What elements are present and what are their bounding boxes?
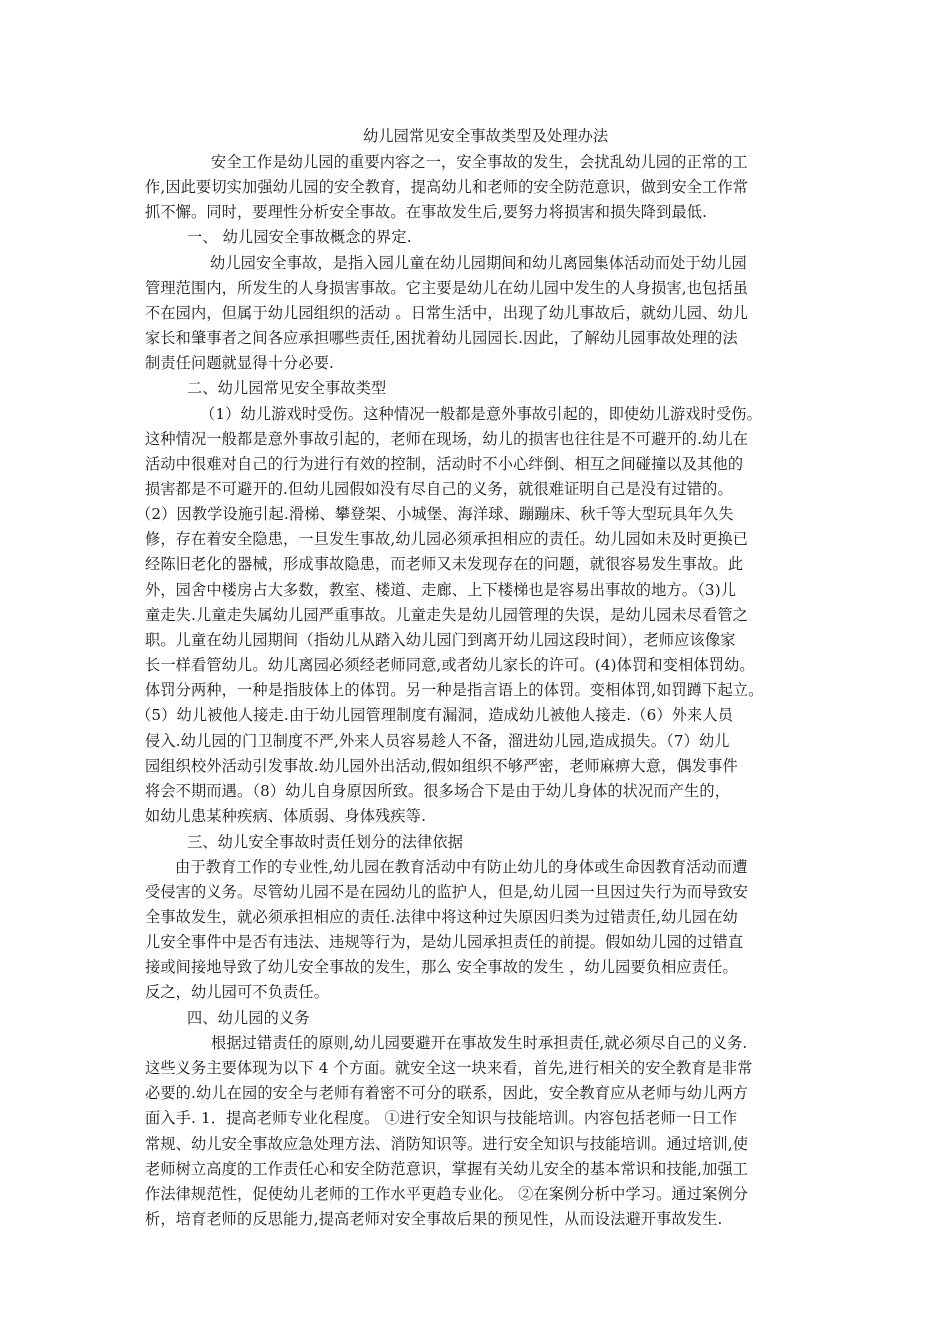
paragraph-line: （5）幼儿被他人接走.由于幼儿园管理制度有漏洞，造成幼儿被他人接走.（6）外来人员: [136, 706, 734, 724]
paragraph-line: 经陈旧老化的器械，形成事故隐患，而老师又未发现存在的问题，就很容易发生事故。此: [145, 555, 744, 573]
paragraph-line: 将会不期而遇。（8）幼儿自身原因所致。很多场合下是由于幼儿身体的状况而产生的，: [145, 782, 731, 800]
paragraph-line: 老师树立高度的工作责任心和安全防范意识，掌握有关幼儿安全的基本常识和技能,加强工: [145, 1160, 749, 1178]
paragraph-line: 接或间接地导致了幼儿安全事故的发生，那么 安全事故的发生 ，幼儿园要负相应责任。: [145, 958, 738, 976]
paragraph-line: 常规、幼儿安全事故应急处理方法、消防知识等。进行安全知识与技能培训。通过培训,使: [145, 1135, 749, 1153]
paragraph-line: 根据过错责任的原则,幼儿园要避开在事故发生时承担责任,就必须尽自己的义务.: [211, 1034, 748, 1052]
paragraph-line: 受侵害的义务。尽管幼儿园不是在园幼儿的监护人，但是,幼儿园一旦因过失行为而导致安: [145, 883, 749, 901]
paragraph-line: 儿安全事件中是否有违法、违规等行为，是幼儿园承担责任的前提。假如幼儿园的过错直: [145, 933, 744, 951]
paragraph-line: 不在园内，但属于幼儿园组织的活动 。日常生活中，出现了幼儿事故后，就幼儿园、幼儿: [145, 304, 749, 322]
paragraph-line: 幼儿园安全事故，是指入园儿童在幼儿园期间和幼儿离园集体活动而处于幼儿园: [210, 254, 747, 272]
paragraph-line: 管理范围内，所发生的人身损害事故。它主要是幼儿在幼儿园中发生的人身损害,也包括虽: [145, 279, 749, 297]
paragraph-line: 必要的.幼儿在园的安全与老师有着密不可分的联系，因此，安全教育应从老师与幼儿两方: [145, 1084, 749, 1102]
section-heading: 三、幼儿安全事故时责任划分的法律依据: [187, 833, 464, 851]
section-heading: 二、幼儿园常见安全事故类型: [187, 379, 387, 397]
paragraph-line: 抓不懈。同时，要理性分析安全事故。在事故发生后,要努力将损害和损失降到最低.: [145, 203, 708, 221]
paragraph-line: 园组织校外活动引发事故.幼儿园外出活动,假如组织不够严密，老师麻痹大意，偶发事件: [145, 757, 738, 775]
paragraph-line: 如幼儿患某种疾病、体质弱、身体残疾等.: [145, 807, 427, 825]
paragraph-line: 作法律规范性，促使幼儿老师的工作水平更趋专业化。 ②在案例分析中学习。通过案例分: [145, 1185, 749, 1203]
paragraph-line: 面入手. 1．提高老师专业化程度。 ①进行安全知识与技能培训。内容包括老师一日工作: [145, 1109, 738, 1127]
paragraph-line: 反之，幼儿园可不负责任。: [145, 983, 330, 1001]
paragraph-line: 析，培育老师的反思能力,提高老师对安全事故后果的预见性，从而设法避开事故发生.: [145, 1210, 723, 1228]
paragraph-line: 作,因此要切实加强幼儿园的安全教育，提高幼儿和老师的安全防范意识，做到安全工作常: [145, 178, 749, 196]
paragraph-line: 由于教育工作的专业性,幼儿园在教育活动中有防止幼儿的身体或生命因教育活动而遭: [175, 858, 748, 876]
paragraph-line: （1）幼儿游戏时受伤。这种情况一般都是意外事故引起的，即使幼儿游戏时受伤。: [200, 405, 762, 423]
paragraph-line: 童走失.儿童走失属幼儿园严重事故。儿童走失是幼儿园管理的失误，是幼儿园未尽看管之: [145, 606, 749, 624]
paragraph-line: 损害都是不可避开的.但幼儿园假如没有尽自己的义务，就很难证明自己是没有过错的。: [145, 480, 733, 498]
paragraph-line: 修，存在着安全隐患，一旦发生事故,幼儿园必须承担相应的责任。幼儿园如未及时更换已: [145, 530, 749, 548]
paragraph-line: 侵入.幼儿园的门卫制度不严,外来人员容易趁人不备，溜进幼儿园,造成损失。（7）幼儿: [145, 732, 730, 750]
paragraph-line: 长一样看管幼儿。幼儿离园必须经老师同意,或者幼儿家长的许可。(4)体罚和变相体罚幼。: [145, 656, 755, 674]
paragraph-line: 职。儿童在幼儿园期间（指幼儿从踏入幼儿园门到离开幼儿园这段时间），老师应该像家: [145, 631, 736, 649]
paragraph-line: 制责任问题就显得十分必要.: [145, 354, 335, 372]
section-heading: 四、幼儿园的义务: [187, 1009, 310, 1027]
paragraph-line: 体罚分两种，一种是指肢体上的体罚。另一种是指言语上的体罚。变相体罚,如罚蹲下起立。: [145, 681, 764, 699]
paragraph-line: 这种情况一般都是意外事故引起的，老师在现场，幼儿的损害也往往是不可避开的.幼儿在: [145, 430, 749, 448]
paragraph-line: 外，园舍中楼房占大多数，教室、楼道、走廊、上下楼梯也是容易出事故的地方。（3)儿: [145, 581, 737, 599]
paragraph-line: 全事故发生，就必须承担相应的责任.法律中将这种过失原因归类为过错责任,幼儿园在幼: [145, 908, 738, 926]
document-title: 幼儿园常见安全事故类型及处理办法: [363, 127, 609, 145]
paragraph-line: （2）因教学设施引起.滑梯、攀登架、小城堡、海洋球、蹦蹦床、秋千等大型玩具年久失: [136, 505, 734, 523]
section-heading: 一、 幼儿园安全事故概念的界定.: [187, 228, 412, 246]
paragraph-line: 家长和肇事者之间各应承担哪些责任,困扰着幼儿园园长.因此，了解幼儿园事故处理的法: [145, 329, 738, 347]
paragraph-line: 安全工作是幼儿园的重要内容之一，安全事故的发生，会扰乱幼儿园的正常的工: [211, 153, 748, 171]
paragraph-line: 这些义务主要体现为以下 4 个方面。就安全这一块来看，首先,进行相关的安全教育是非常: [145, 1059, 753, 1077]
paragraph-line: 活动中很难对自己的行为进行有效的控制，活动时不小心绊倒、相互之间碰撞以及其他的: [145, 455, 744, 473]
